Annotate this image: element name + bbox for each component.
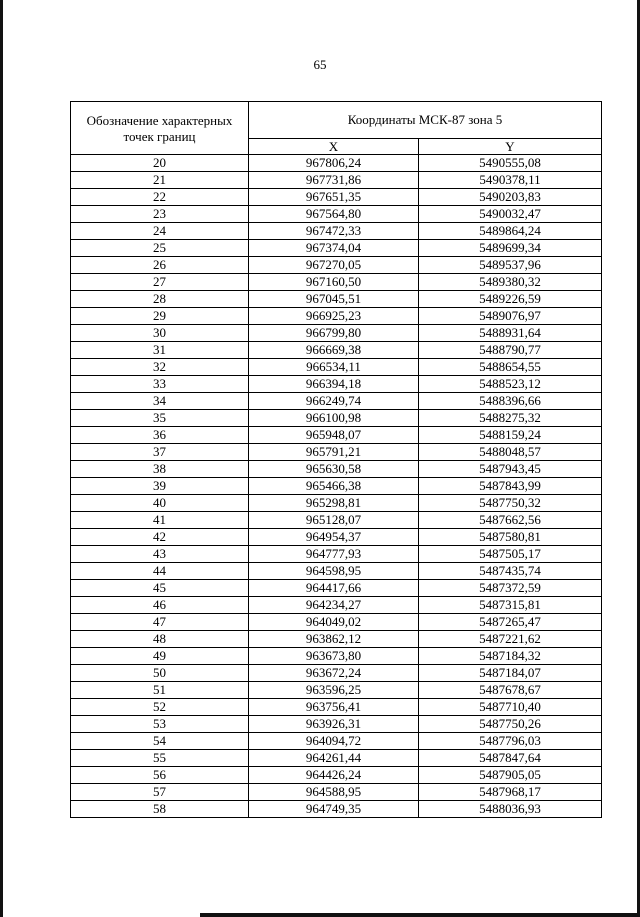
x-cell: 965948,07 [249, 427, 419, 444]
y-cell: 5487580,81 [419, 529, 602, 546]
y-cell: 5488396,66 [419, 393, 602, 410]
x-cell: 965630,58 [249, 461, 419, 478]
table-row [71, 291, 602, 308]
x-cell: 966534,11 [249, 359, 419, 376]
y-cell: 5489699,34 [419, 240, 602, 257]
point-cell: 42 [71, 529, 249, 546]
x-cell: 963756,41 [249, 699, 419, 716]
y-cell: 5487843,99 [419, 478, 602, 495]
table-row [71, 410, 602, 427]
table-row [71, 614, 602, 631]
point-cell: 31 [71, 342, 249, 359]
x-cell: 965298,81 [249, 495, 419, 512]
header-point-designation: Обозначение характерных точек границ [71, 102, 249, 155]
table-row [71, 648, 602, 665]
y-cell: 5488036,93 [419, 801, 602, 818]
x-cell: 963673,80 [249, 648, 419, 665]
y-cell: 5490203,83 [419, 189, 602, 206]
point-cell: 38 [71, 461, 249, 478]
point-cell: 53 [71, 716, 249, 733]
point-cell: 22 [71, 189, 249, 206]
table-row [71, 206, 602, 223]
point-cell: 32 [71, 359, 249, 376]
y-cell: 5489226,59 [419, 291, 602, 308]
table-row [71, 495, 602, 512]
y-cell: 5488931,64 [419, 325, 602, 342]
point-cell: 43 [71, 546, 249, 563]
table-row [71, 733, 602, 750]
point-cell: 46 [71, 597, 249, 614]
table-row [71, 665, 602, 682]
y-cell: 5489864,24 [419, 223, 602, 240]
point-cell: 55 [71, 750, 249, 767]
point-cell: 40 [71, 495, 249, 512]
y-cell: 5487265,47 [419, 614, 602, 631]
point-cell: 27 [71, 274, 249, 291]
y-cell: 5490555,08 [419, 155, 602, 172]
table-row [71, 393, 602, 410]
y-cell: 5487184,32 [419, 648, 602, 665]
x-cell: 965791,21 [249, 444, 419, 461]
x-cell: 964234,27 [249, 597, 419, 614]
point-cell: 23 [71, 206, 249, 223]
y-cell: 5488159,24 [419, 427, 602, 444]
y-cell: 5488048,57 [419, 444, 602, 461]
y-cell: 5487968,17 [419, 784, 602, 801]
y-cell: 5487847,64 [419, 750, 602, 767]
scan-bottom-edge [200, 913, 640, 917]
table-row [71, 359, 602, 376]
point-cell: 57 [71, 784, 249, 801]
point-cell: 21 [71, 172, 249, 189]
y-cell: 5487678,67 [419, 682, 602, 699]
table-row [71, 376, 602, 393]
table-row [71, 563, 602, 580]
table-row [71, 189, 602, 206]
x-cell: 965128,07 [249, 512, 419, 529]
y-cell: 5489076,97 [419, 308, 602, 325]
y-cell: 5487662,56 [419, 512, 602, 529]
table-row [71, 223, 602, 240]
point-cell: 20 [71, 155, 249, 172]
point-cell: 50 [71, 665, 249, 682]
x-cell: 963926,31 [249, 716, 419, 733]
table-row [71, 461, 602, 478]
x-cell: 964749,35 [249, 801, 419, 818]
y-cell: 5489537,96 [419, 257, 602, 274]
table-body [71, 155, 602, 818]
table-row [71, 240, 602, 257]
point-cell: 34 [71, 393, 249, 410]
y-cell: 5487750,26 [419, 716, 602, 733]
x-cell: 964598,95 [249, 563, 419, 580]
point-cell: 58 [71, 801, 249, 818]
point-cell: 39 [71, 478, 249, 495]
point-cell: 35 [71, 410, 249, 427]
table-row [71, 172, 602, 189]
y-cell: 5487221,62 [419, 631, 602, 648]
x-cell: 964426,24 [249, 767, 419, 784]
point-cell: 52 [71, 699, 249, 716]
y-cell: 5487750,32 [419, 495, 602, 512]
point-cell: 51 [71, 682, 249, 699]
table-row [71, 699, 602, 716]
table-row [71, 444, 602, 461]
y-cell: 5487505,17 [419, 546, 602, 563]
table-row [71, 801, 602, 818]
point-cell: 56 [71, 767, 249, 784]
x-cell: 967472,33 [249, 223, 419, 240]
y-cell: 5488275,32 [419, 410, 602, 427]
x-cell: 964261,44 [249, 750, 419, 767]
header-x: X [249, 139, 419, 155]
point-cell: 33 [71, 376, 249, 393]
y-cell: 5490032,47 [419, 206, 602, 223]
point-cell: 44 [71, 563, 249, 580]
x-cell: 966249,74 [249, 393, 419, 410]
point-cell: 30 [71, 325, 249, 342]
y-cell: 5487372,59 [419, 580, 602, 597]
x-cell: 966100,98 [249, 410, 419, 427]
table-row [71, 308, 602, 325]
x-cell: 966394,18 [249, 376, 419, 393]
x-cell: 964094,72 [249, 733, 419, 750]
x-cell: 967270,05 [249, 257, 419, 274]
point-cell: 41 [71, 512, 249, 529]
table-row [71, 631, 602, 648]
x-cell: 965466,38 [249, 478, 419, 495]
x-cell: 967374,04 [249, 240, 419, 257]
x-cell: 967564,80 [249, 206, 419, 223]
x-cell: 963672,24 [249, 665, 419, 682]
table-row [71, 580, 602, 597]
x-cell: 963862,12 [249, 631, 419, 648]
y-cell: 5488654,55 [419, 359, 602, 376]
table-row [71, 274, 602, 291]
x-cell: 967651,35 [249, 189, 419, 206]
x-cell: 964417,66 [249, 580, 419, 597]
y-cell: 5487435,74 [419, 563, 602, 580]
point-cell: 25 [71, 240, 249, 257]
table-row [71, 512, 602, 529]
y-cell: 5487710,40 [419, 699, 602, 716]
x-cell: 963596,25 [249, 682, 419, 699]
table-row [71, 155, 602, 172]
y-cell: 5489380,32 [419, 274, 602, 291]
point-cell: 29 [71, 308, 249, 325]
coordinates-table [70, 101, 602, 818]
point-cell: 24 [71, 223, 249, 240]
x-cell: 964777,93 [249, 546, 419, 563]
table-row [71, 478, 602, 495]
y-cell: 5487905,05 [419, 767, 602, 784]
table-row [71, 767, 602, 784]
point-cell: 48 [71, 631, 249, 648]
point-cell: 54 [71, 733, 249, 750]
point-cell: 26 [71, 257, 249, 274]
table-row [71, 325, 602, 342]
x-cell: 967045,51 [249, 291, 419, 308]
table-row [71, 529, 602, 546]
x-cell: 967160,50 [249, 274, 419, 291]
table-row [71, 716, 602, 733]
y-cell: 5487315,81 [419, 597, 602, 614]
point-cell: 36 [71, 427, 249, 444]
point-cell: 37 [71, 444, 249, 461]
point-cell: 28 [71, 291, 249, 308]
table-row [71, 682, 602, 699]
table-row [71, 597, 602, 614]
x-cell: 966669,38 [249, 342, 419, 359]
page-number: 65 [313, 57, 327, 72]
x-cell: 967806,24 [249, 155, 419, 172]
point-cell: 45 [71, 580, 249, 597]
x-cell: 967731,86 [249, 172, 419, 189]
x-cell: 966925,23 [249, 308, 419, 325]
table-row [71, 427, 602, 444]
header-y: Y [419, 139, 602, 155]
point-cell: 47 [71, 614, 249, 631]
table-row [71, 342, 602, 359]
header-coordinate-system: Координаты МСК-87 зона 5 [249, 102, 602, 139]
y-cell: 5490378,11 [419, 172, 602, 189]
y-cell: 5488523,12 [419, 376, 602, 393]
table-row [71, 257, 602, 274]
y-cell: 5487796,03 [419, 733, 602, 750]
table-row [71, 784, 602, 801]
x-cell: 964954,37 [249, 529, 419, 546]
y-cell: 5487184,07 [419, 665, 602, 682]
y-cell: 5487943,45 [419, 461, 602, 478]
table-row [71, 546, 602, 563]
x-cell: 964049,02 [249, 614, 419, 631]
scan-left-edge [0, 0, 3, 917]
y-cell: 5488790,77 [419, 342, 602, 359]
x-cell: 964588,95 [249, 784, 419, 801]
table-row [71, 750, 602, 767]
point-cell: 49 [71, 648, 249, 665]
x-cell: 966799,80 [249, 325, 419, 342]
